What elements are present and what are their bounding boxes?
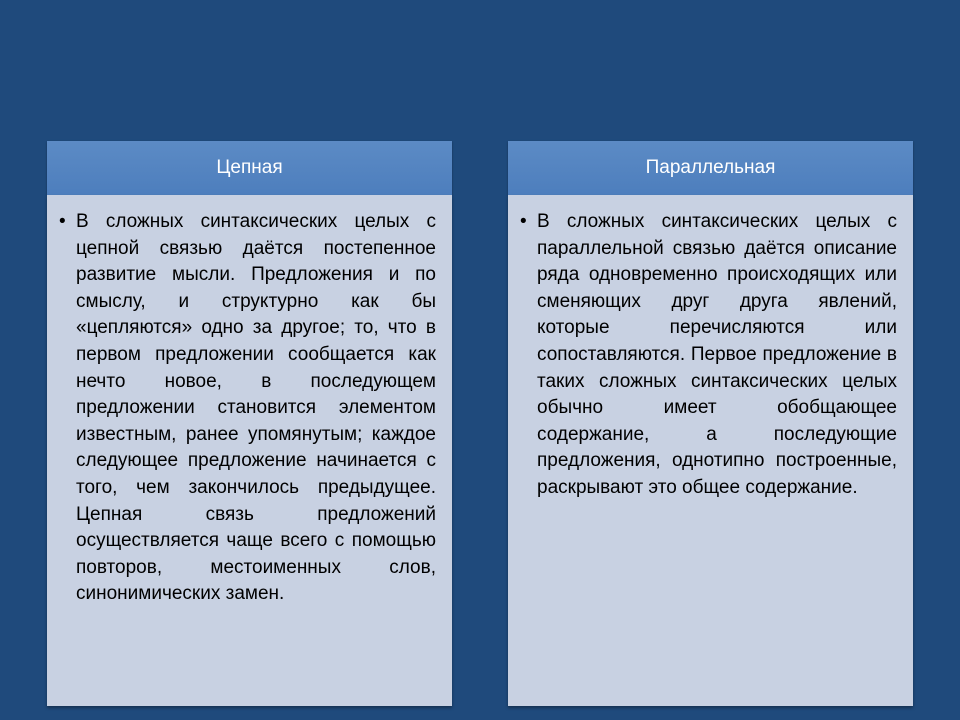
bullet-icon: •	[520, 211, 527, 232]
list-item	[59, 209, 436, 608]
parallel-connection-column	[508, 141, 913, 706]
chain-connection-column	[47, 141, 452, 706]
parallel-connection-body	[508, 195, 913, 706]
list-item	[520, 209, 897, 502]
chain-connection-heading: Цепная	[47, 141, 452, 195]
chain-connection-text: В сложных синтаксических целых с цепной связью даётся постепенное развитие мысли. Предложения и по смыслу, и структурно как бы «цепляются» одно за другое; то, что в первом предложении сообщается как нечто новое, в последующем предложении становится элементом известным, ранее упомянутым; каждое следующее предложение начинается с того, чем закончилось предыдущее. Цепная связь предложений осуществляется чаще всего с помощью повторов, местоименных слов, синонимических замен.	[76, 211, 436, 605]
parallel-connection-heading: Параллельная	[508, 141, 913, 195]
chain-connection-body	[47, 195, 452, 706]
parallel-connection-text: В сложных синтаксических целых с параллельной связью даётся описание ряда одновременно происходящих или сменяющих друг друга явлений, которые перечисляются или сопоставляются. Первое предложение в таких сложных синтаксических целых обычно имеет обобщающее содержание, а последующие предложения, однотипно построенные, раскрывают это общее содержание.	[537, 211, 897, 498]
bullet-icon: •	[59, 211, 66, 232]
